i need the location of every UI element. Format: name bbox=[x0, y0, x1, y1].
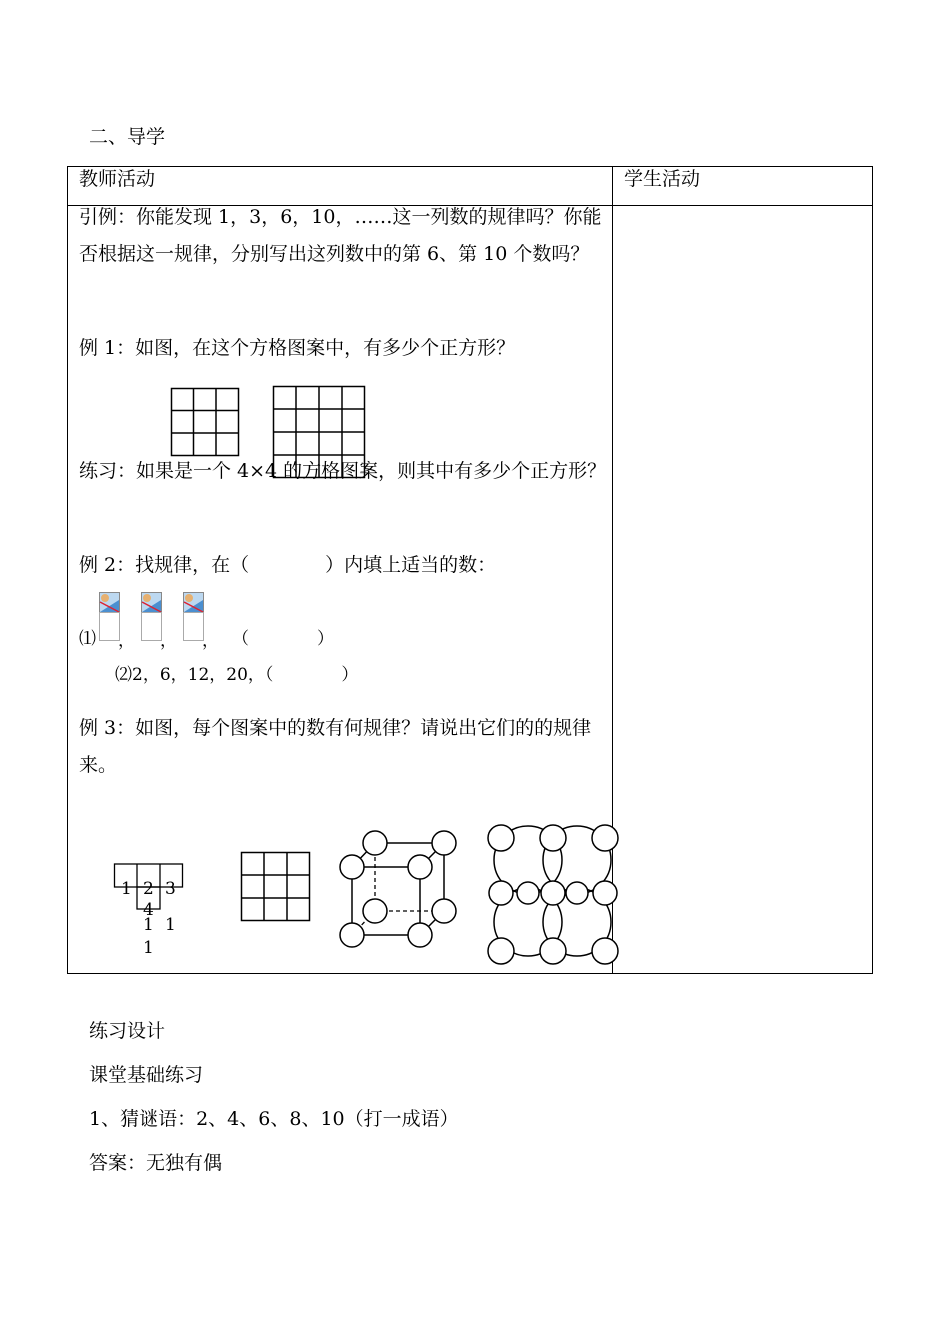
figure-number: 3 bbox=[165, 879, 176, 899]
riddle-question: 1、猜谜语：2、4、6、8、10（打一成语） bbox=[89, 1108, 459, 1130]
figure-number: 4 bbox=[143, 900, 154, 920]
practice-question: 练习：如果是一个 4×4 的方格图案，则其中有多少个正方形？ bbox=[79, 460, 607, 482]
sequence-1-comma: ， bbox=[118, 631, 135, 651]
sequence-2: ⑵2，6，12，20，（ ） bbox=[115, 665, 359, 685]
sequence-1-blank: （ ） bbox=[232, 629, 334, 649]
practice-design-subtitle: 课堂基础练习 bbox=[89, 1064, 204, 1086]
figure-number: 1 bbox=[121, 879, 132, 899]
intro-example: 引例：你能发现 1，3，6，10，……这一列数的规律吗？你能否根据这一规律，分别写出这列数中的第 6、第 10 个数吗？ bbox=[79, 206, 602, 265]
section-heading: 二、导学 bbox=[89, 126, 166, 148]
example-2: 例 2：找规律，在（ ）内填上适当的数： bbox=[79, 554, 497, 576]
figure-number: 1 bbox=[165, 915, 176, 935]
figure-number: 2 bbox=[143, 879, 154, 899]
grid-3x3-pattern-figure bbox=[241, 852, 310, 921]
cube-circles-figure bbox=[338, 828, 460, 952]
sequence-1-comma: ， bbox=[202, 631, 219, 651]
figure-number: 1 bbox=[143, 938, 154, 958]
ring-network-figure bbox=[485, 820, 621, 970]
practice-design-title: 练习设计 bbox=[89, 1020, 166, 1042]
sequence-1-comma: ， bbox=[160, 631, 177, 651]
example-1: 例 1：如图，在这个方格图案中，有多少个正方形？ bbox=[79, 337, 516, 359]
figure-number: 1 bbox=[143, 915, 154, 935]
riddle-answer: 答案：无独有偶 bbox=[89, 1152, 223, 1174]
sequence-1-label: ⑴ bbox=[79, 629, 96, 649]
header-student-activity: 学生活动 bbox=[624, 168, 701, 190]
example-3: 例 3：如图，每个图案中的数有何规律？请说出它们的的规律来。 bbox=[79, 717, 592, 776]
header-teacher-activity: 教师活动 bbox=[79, 168, 156, 190]
grid-3x3-figure bbox=[171, 388, 239, 456]
